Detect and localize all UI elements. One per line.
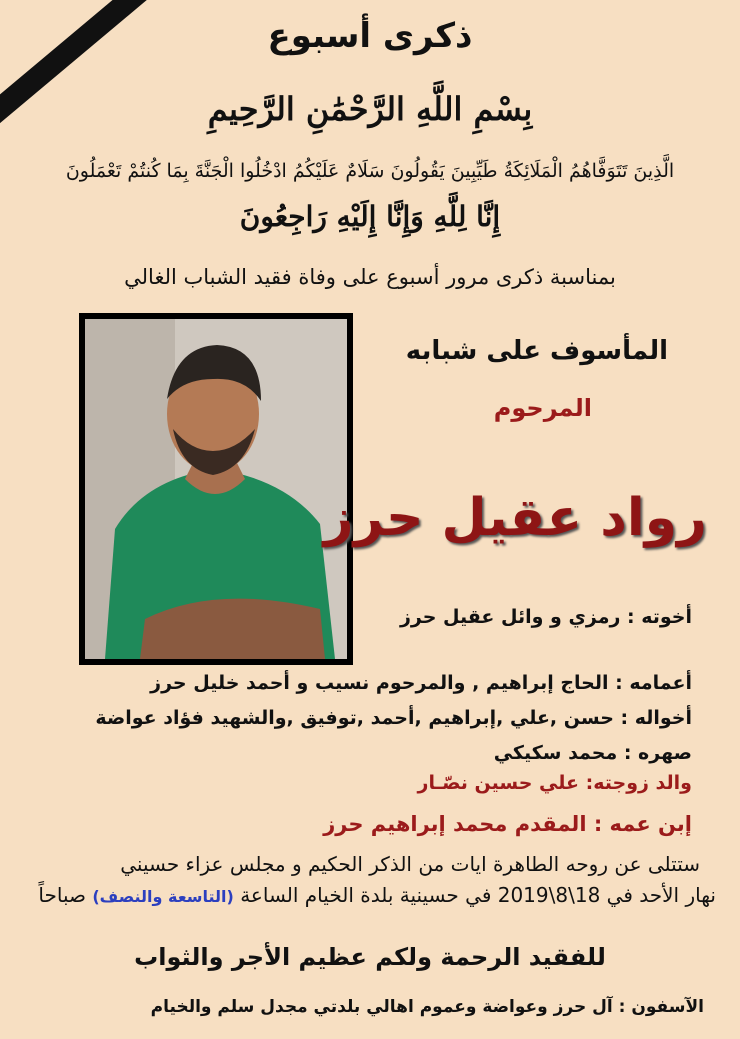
occasion-line: بمناسبة ذكرى مرور أسبوع على وفاة فقيد الشباب الغالي	[124, 265, 616, 289]
service-morning-text: صباحاً	[38, 883, 86, 907]
service-time-highlight: (التاسعة والنصف)	[92, 887, 234, 906]
blessing-line-1: ستتلى عن روحه الطاهرة ايات من الذكر الحكيم و مجلس عزاء حسيني	[120, 852, 700, 876]
closing-condolence: للفقيد الرحمة ولكم عظيم الأجر والثواب	[134, 943, 606, 971]
father-in-law-line: والد زوجته: علي حسين نصّـار	[417, 772, 692, 794]
late-label: المرحوم	[493, 394, 592, 422]
brother-in-law-line: صهره : محمد سكيكي	[493, 742, 692, 764]
grieved-label: المأسوف على شبابه	[405, 336, 668, 366]
deceased-photo	[79, 313, 353, 665]
brothers-line: أخوته : رمزي و وائل عقيل حرز	[399, 606, 692, 628]
service-date-text: نهار الأحد في 18\8\2019 في حسينية بلدة الخيام الساعة	[240, 883, 716, 907]
cousin-line: إبن عمه : المقدم محمد إبراهيم حرز	[323, 812, 692, 836]
maternal-uncles-line: أخواله : حسن ,علي ,إبراهيم ,أحمد ,توفيق ,والشهيد فؤاد عواضة	[95, 707, 692, 729]
portrait-image	[85, 319, 347, 659]
blessing-line-2	[38, 883, 716, 907]
paternal-uncles-line: أعمامه : الحاج إبراهيم , والمرحوم نسيب و أحمد خليل حرز	[150, 672, 692, 694]
istirja-phrase: إِنَّا لِلَّهِ وَإِنَّا إِلَيْهِ رَاجِعُونَ	[239, 200, 501, 233]
poster-title: ذكرى أسبوع	[267, 16, 473, 56]
basmala: بِسْمِ اللَّهِ الرَّحْمَٰنِ الرَّحِيمِ	[207, 90, 533, 128]
mourners-line: الآسفون : آل حرز وعواضة وعموم اهالي بلدتي مجدل سلم والخيام	[150, 997, 704, 1017]
quran-verse: الَّذِينَ تَتَوَفَّاهُمُ الْمَلَائِكَةُ طَيِّبِينَ يَقُولُونَ سَلَامٌ عَلَيْكُمُ ادْخُلُوا الْجَنَّةَ بِمَا كُنتُمْ تَعْمَلُونَ	[65, 160, 675, 182]
deceased-name: رواد عقيل حرز	[323, 488, 707, 548]
